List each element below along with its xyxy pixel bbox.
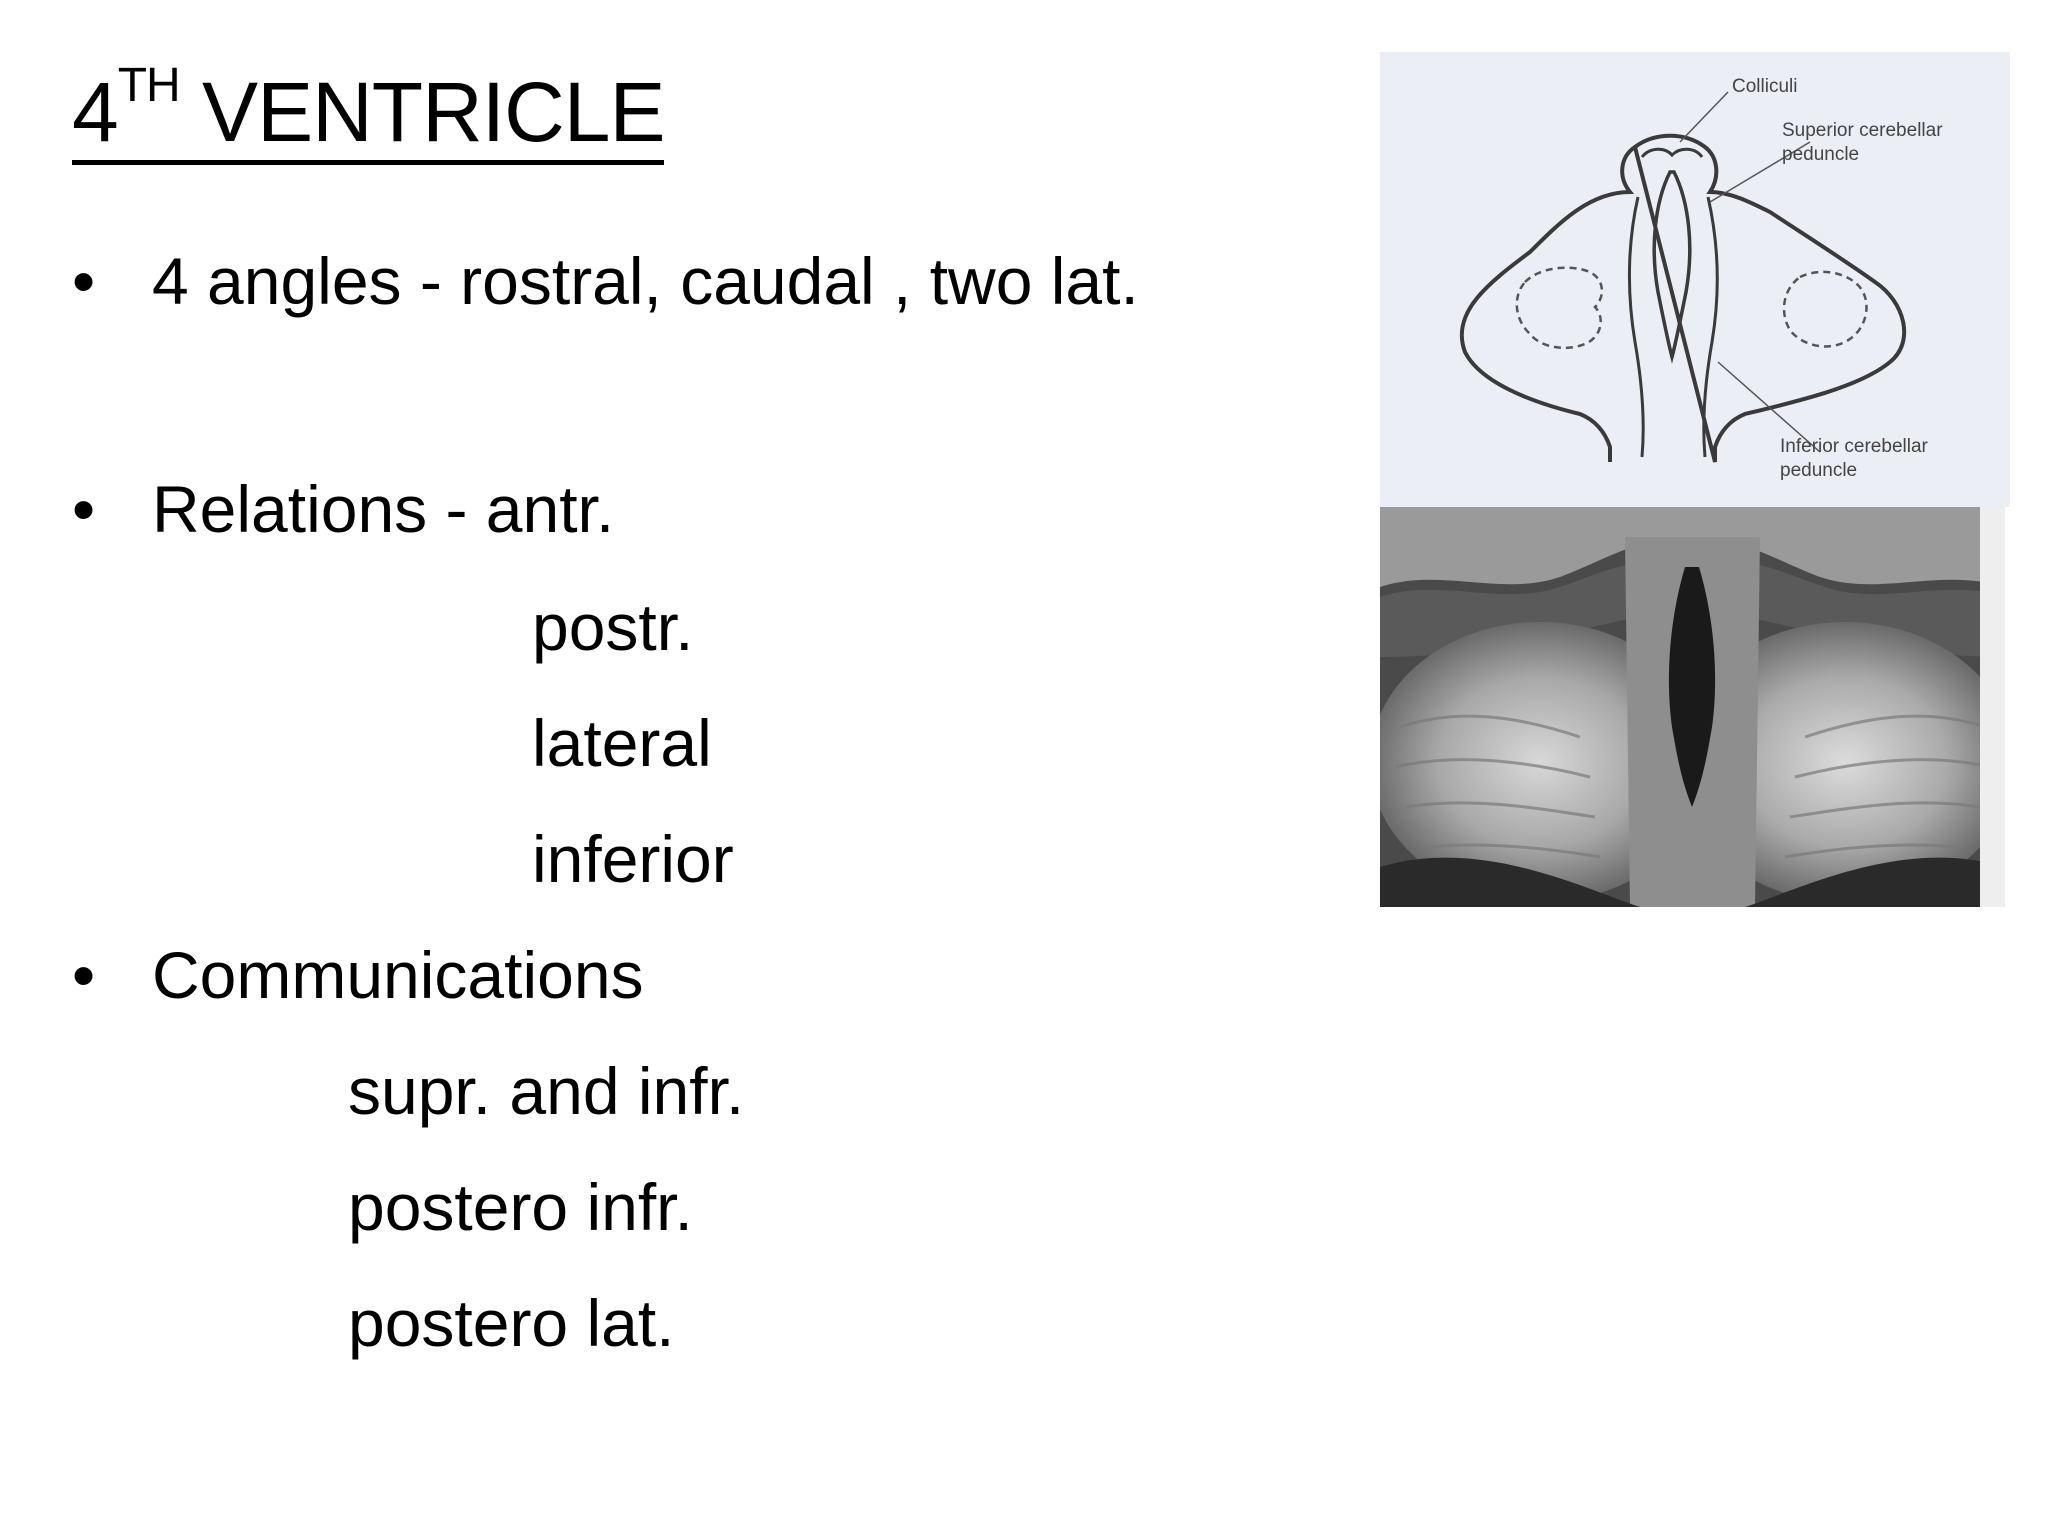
communications-postero-infr: postero infr. xyxy=(348,1170,693,1244)
bullet-angles: • 4 angles - rostral, caudal , two lat. xyxy=(72,244,1139,318)
label-inferior-peduncle-1: Inferior cerebellar xyxy=(1780,436,1928,457)
label-superior-peduncle-1: Superior cerebellar xyxy=(1782,120,1943,141)
label-superior-peduncle-2: peduncle xyxy=(1782,144,1860,165)
bullet-dot-icon: • xyxy=(72,244,96,318)
title-superscript: TH xyxy=(117,59,180,112)
fourth-ventricle-figure xyxy=(1380,52,2010,907)
label-inferior-peduncle-2: peduncle xyxy=(1780,460,1858,481)
relations-postr: postr. xyxy=(532,590,694,664)
mri-scan-image xyxy=(1380,507,2005,907)
bullet-dot-icon: • xyxy=(72,938,96,1012)
relations-lateral: lateral xyxy=(532,706,712,780)
slide-title: 4TH VENTRICLE xyxy=(72,70,664,165)
label-colliculi: Colliculi xyxy=(1732,76,1798,97)
communications-supr-infr: supr. and infr. xyxy=(348,1054,745,1128)
communications-postero-lat: postero lat. xyxy=(348,1286,675,1360)
bullet-dot-icon: • xyxy=(72,472,96,546)
brainstem-outline-drawing xyxy=(1380,52,2010,507)
brainstem-diagram xyxy=(1380,52,2010,507)
bullet-relations: • Relations - antr. xyxy=(72,472,615,546)
bullet-communications: • Communications xyxy=(72,938,644,1012)
relations-inferior: inferior xyxy=(532,822,734,896)
mri-scan-drawing xyxy=(1380,507,2005,907)
